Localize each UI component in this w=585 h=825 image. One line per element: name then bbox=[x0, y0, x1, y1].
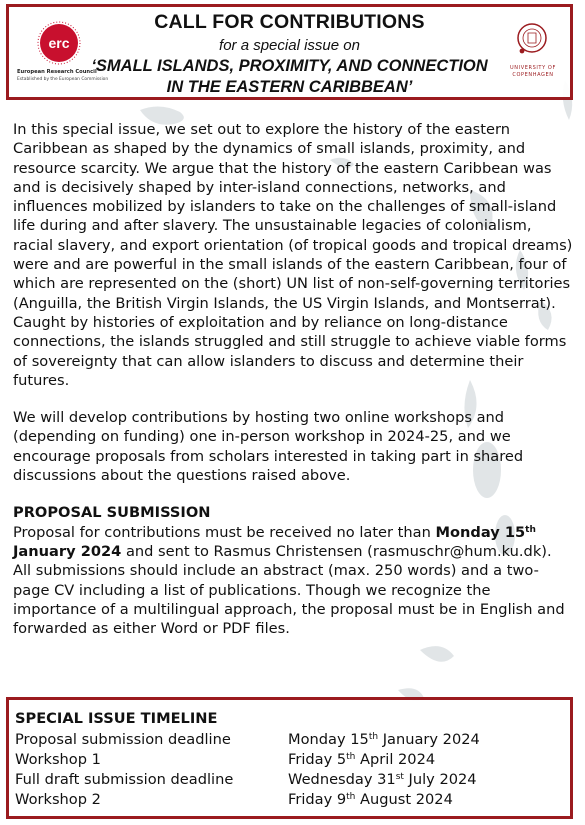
issue-title-line2: IN THE EASTERN CARIBBEAN’ bbox=[166, 78, 413, 96]
timeline-date-day: Friday 9 bbox=[288, 791, 347, 808]
timeline-date-day: Friday 5 bbox=[288, 751, 347, 768]
timeline-date-rest: January 2024 bbox=[378, 731, 480, 748]
workshop-paragraph: We will develop contributions by hosting two online workshops and (depending on funding) one in-person workshop in 2024-25, and we encourage proposals from scholars interested in taking part in shared discussions about the questions raised above. bbox=[13, 409, 524, 485]
header-box bbox=[6, 4, 573, 100]
body-text bbox=[13, 120, 573, 656]
timeline-date-sup: th bbox=[346, 792, 356, 802]
timeline-date-sup: th bbox=[346, 752, 356, 762]
page-subtitle: for a special issue on bbox=[219, 37, 360, 54]
timeline-date-rest: August 2024 bbox=[355, 791, 453, 808]
proposal-heading: PROPOSAL SUBMISSION bbox=[13, 504, 211, 522]
timeline-date-day: Monday 15 bbox=[288, 731, 369, 748]
erc-tagline: Established by the European Commission bbox=[17, 77, 109, 82]
timeline-date bbox=[288, 751, 435, 768]
timeline-row bbox=[15, 791, 565, 811]
issue-title-line1: ‘SMALL ISLANDS, PROXIMITY, AND CONNECTION bbox=[91, 57, 488, 75]
erc-name: European Research Council bbox=[17, 69, 97, 75]
proposal-deadline-sup: th bbox=[525, 524, 536, 535]
timeline-date-sup: th bbox=[368, 732, 379, 742]
ku-name bbox=[508, 65, 558, 79]
timeline-date-day: Wednesday 31 bbox=[288, 771, 396, 788]
timeline-row bbox=[15, 731, 565, 751]
timeline-date-rest: July 2024 bbox=[403, 771, 477, 788]
proposal-post: and sent to Rasmus Christensen (rasmuschr@hum.ku.dk). All submissions should include an abstract (max. 250 words) and a two-page CV including a list of publications. Though we recognize the importance of a multilingual approach, the proposal must be in English and forwarded as either Word or PDF files. bbox=[13, 542, 565, 638]
timeline-date-sup: st bbox=[395, 772, 404, 782]
timeline-box bbox=[6, 697, 573, 819]
timeline-label: Proposal submission deadline bbox=[15, 731, 231, 748]
timeline-row bbox=[15, 771, 565, 791]
timeline-label: Full draft submission deadline bbox=[15, 771, 234, 788]
ku-logo bbox=[508, 17, 568, 97]
timeline-row bbox=[15, 751, 565, 771]
timeline-date bbox=[288, 771, 477, 788]
page-title: CALL FOR CONTRIBUTIONS bbox=[154, 11, 425, 33]
timeline-date bbox=[288, 791, 453, 808]
erc-logo-text: erc bbox=[48, 35, 70, 51]
proposal-deadline-month: January 2024 bbox=[13, 542, 122, 560]
intro-paragraph: In this special issue, we set out to explore the history of the eastern Caribbean as shaped by the dynamics of small islands, proximity, and resource scarcity. We argue that the history of the eastern Caribbean was and is decisively shaped by inter-island connections, networks, and influences mobilized by islanders to take on the challenges of small-island life during and after slavery. The unsustainable legacies of colonialism, racial slavery, and export orientation (of tropical goods and tropical dreams) were and are powerful in the small islands of the eastern Caribbean, four of which are represented on the (short) UN list of non-self-governing territories (Anguilla, the British Virgin Islands, the US Virgin Islands, and Montserrat). Caught by histories of exploitation and by reliance on long-distance connections, the islands struggled and still struggle to achieve viable forms of sovereignty that can allow islanders to discuss and determine their futures. bbox=[13, 121, 573, 389]
ku-name-line2: COPENHAGEN bbox=[512, 72, 554, 78]
proposal-paragraph bbox=[13, 523, 573, 639]
ku-seal-icon bbox=[516, 21, 548, 55]
timeline-date bbox=[288, 731, 480, 748]
proposal-deadline-day: Monday 15 bbox=[435, 523, 526, 541]
timeline-heading: SPECIAL ISSUE TIMELINE bbox=[15, 710, 218, 727]
ku-name-line1: UNIVERSITY OF bbox=[510, 65, 556, 71]
timeline-label: Workshop 2 bbox=[15, 791, 101, 808]
proposal-pre: Proposal for contributions must be received no later than bbox=[13, 523, 436, 541]
timeline-date-rest: April 2024 bbox=[355, 751, 436, 768]
timeline-label: Workshop 1 bbox=[15, 751, 101, 768]
